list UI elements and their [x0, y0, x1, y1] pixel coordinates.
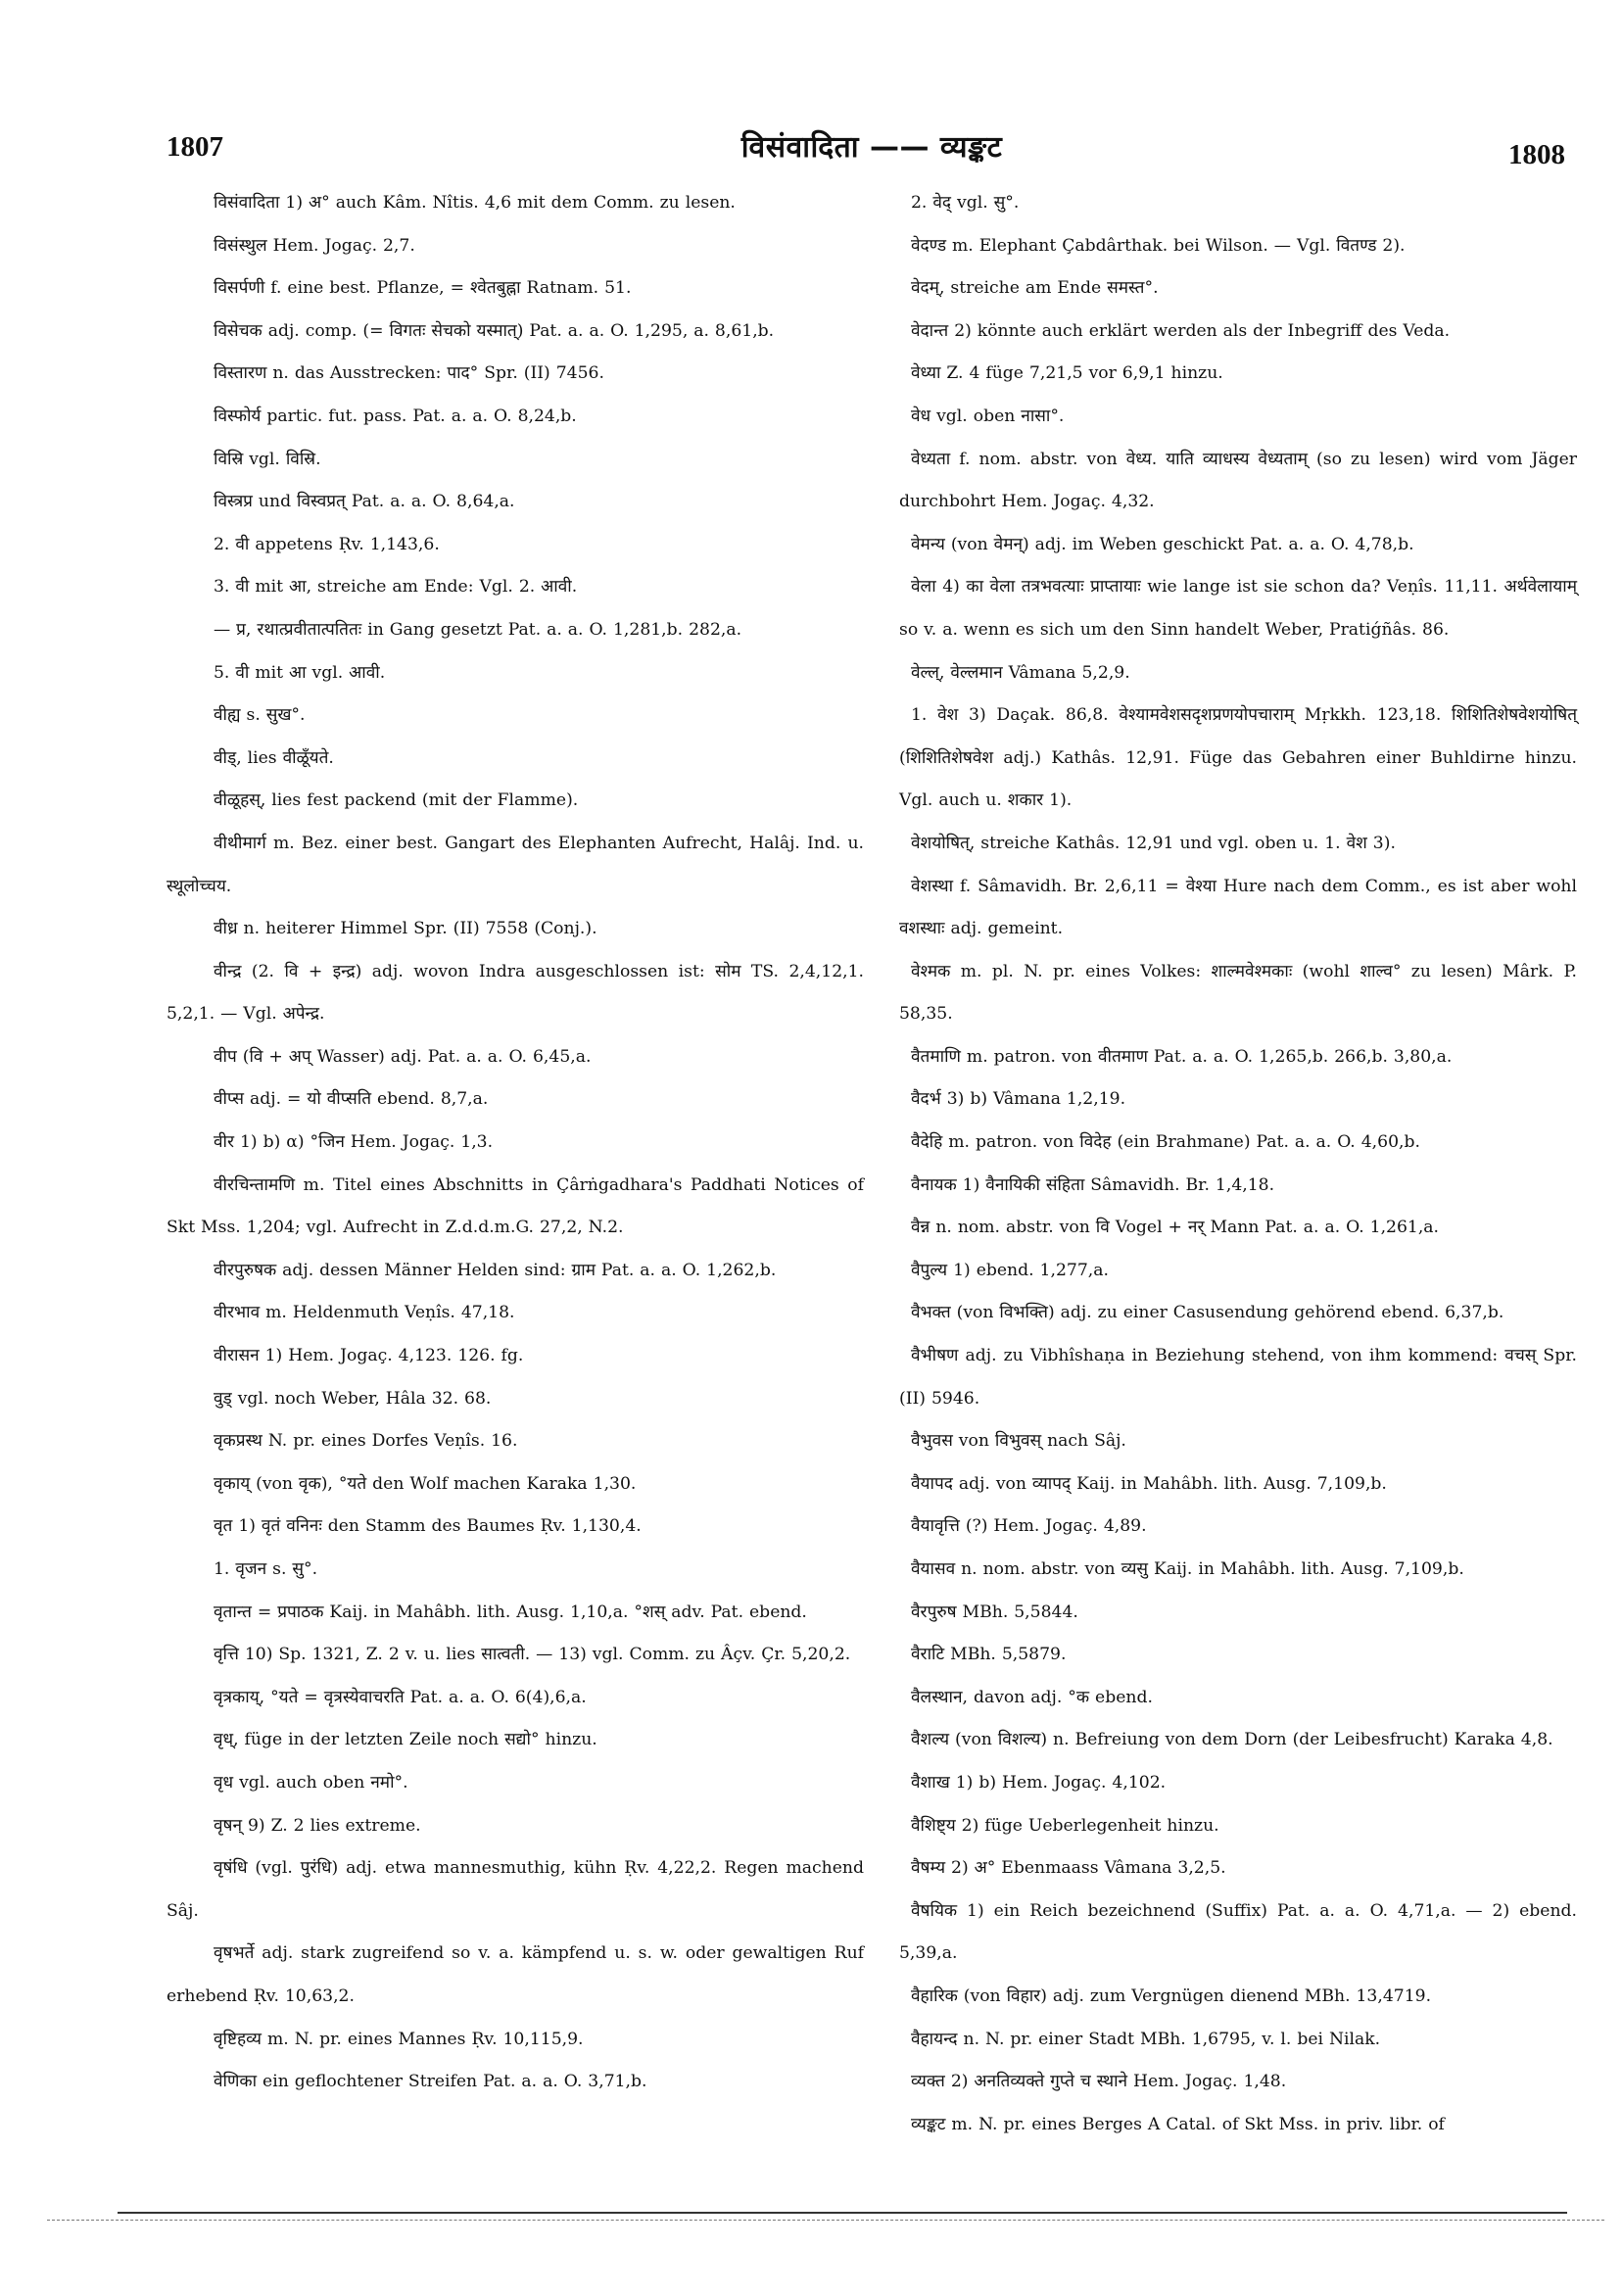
dictionary-entry: विसेचक adj. comp. (= विगतः सेचको यस्मात्) Pat. a. a. O. 1,295, a. 8,61,b. — [214, 320, 775, 341]
dictionary-entry: वैयासव n. nom. abstr. von व्यसु Kaij. in Mahâbh. lith. Ausg. 7,109,b. — [911, 1559, 1464, 1579]
dictionary-entry: — प्र, रथात्प्रवीतात्पतितः in Gang gesetzt Pat. a. a. O. 1,281,b. 282,a. — [214, 619, 742, 640]
dictionary-entry: विसंस्थुल Hem. Jogaç. 2,7. — [214, 235, 415, 256]
dictionary-entry: वीप (वि + अप् Wasser) adj. Pat. a. a. O. 6,45,a. — [214, 1046, 592, 1067]
dictionary-entry: वेदण्ड m. Elephant Çabdârthak. bei Wilson. — Vgl. वितण्ड 2). — [911, 235, 1406, 256]
dictionary-entry: वैहायन्द n. N. pr. einer Stadt MBh. 1,6795, v. l. bei Nilak. — [911, 2029, 1381, 2049]
dictionary-entry: वृषंधि (vgl. पुरंधि) adj. etwa mannesmuthig, kühn Ṛv. 4,22,2. Regen machend Sâj. — [167, 1858, 864, 1921]
dictionary-entry: वैभीषण adj. zu Vibhîshaṇa in Beziehung stehend, von ihm kommend: वचस् Spr. (II) 5946. — [899, 1346, 1577, 1409]
dictionary-entry: वेणिका ein geflochtener Streifen Pat. a. a. O. 3,71,b. — [214, 2072, 647, 2092]
dictionary-entry: विस्त्रप्र und विस्वप्रत् Pat. a. a. O. 8,64,a. — [214, 492, 515, 512]
dictionary-entry: वीळूहस्, lies fest packend (mit der Flamme). — [214, 790, 579, 811]
dictionary-entry: वैरपुरुष MBh. 5,5844. — [911, 1602, 1078, 1622]
dictionary-entry: वेशस्था f. Sâmavidh. Br. 2,6,11 = वेश्या Hure nach dem Comm., es ist aber wohl वशस्थाः adj. gemeint. — [899, 876, 1577, 939]
dictionary-entry: 1. वृजन s. सु°. — [214, 1559, 318, 1579]
dictionary-entry: वीड्, lies वीळूँयते. — [214, 747, 334, 768]
dictionary-entry: विस्फोर्य partic. fut. pass. Pat. a. a. O. 8,24,b. — [214, 406, 577, 426]
dictionary-entry: वृत 1) वृतं वनिनः den Stamm des Baumes Ṛv. 1,130,4. — [214, 1516, 642, 1537]
dictionary-entry: विस्रि vgl. विस्रि. — [214, 449, 321, 469]
dictionary-entry: 5. वी mit आ vgl. आवी. — [214, 662, 386, 683]
dictionary-entry: वृत्रकाय्, °यते = वृत्रस्येवाचरति Pat. a. a. O. 6(4),6,a. — [214, 1687, 587, 1707]
dictionary-entry: वैशाख 1) b) Hem. Jogaç. 4,102. — [911, 1772, 1167, 1793]
dictionary-entry: व्यङ्कट m. N. pr. eines Berges A Catal. of Skt Mss. in priv. libr. of — [911, 2114, 1445, 2134]
dictionary-entry: वेध्या Z. 4 füge 7,21,5 vor 6,9,1 hinzu. — [911, 363, 1223, 384]
dictionary-entry: वेदान्त 2) könnte auch erklärt werden als der Inbegriff des Veda. — [911, 320, 1451, 341]
dictionary-entry: वीप्स adj. = यो वीप्सति ebend. 8,7,a. — [214, 1089, 489, 1110]
dictionary-entry: वुड् vgl. noch Weber, Hâla 32. 68. — [214, 1388, 492, 1409]
footer-rule-dashed — [47, 2220, 1604, 2221]
running-head: विसंवादिता —— व्यङ्कट — [740, 130, 1003, 165]
right-page-number: 1808 — [1508, 139, 1565, 170]
dictionary-entry: वैनायक 1) वैनायिकी संहिता Sâmavidh. Br. 1,4,18. — [911, 1174, 1275, 1195]
dictionary-entry: वैयावृत्ति (?) Hem. Jogaç. 4,89. — [911, 1516, 1147, 1537]
dictionary-entry: वृध vgl. auch oben नमो°. — [214, 1772, 408, 1793]
dictionary-entry: वृत्ति 10) Sp. 1321, Z. 2 v. u. lies सात्वती. — 13) vgl. Comm. zu Âçv. Çr. 5,20,2. — [214, 1645, 851, 1665]
dictionary-entry: वैदर्भ 3) b) Vâmana 1,2,19. — [911, 1089, 1126, 1110]
dictionary-entry: वीरासन 1) Hem. Jogaç. 4,123. 126. fg. — [214, 1346, 524, 1366]
dictionary-entry: वेध्यता f. nom. abstr. von वेध्य. याति व्याधस्य वेध्यताम् (so zu lesen) wird vom Jäger durchbohrt Hem. Jogaç. 4,32. — [899, 449, 1577, 512]
dictionary-entry: वीरपुरुषक adj. dessen Männer Helden sind: ग्राम Pat. a. a. O. 1,262,b. — [214, 1260, 777, 1280]
dictionary-entry: वृतान्त = प्रपाठक Kaij. in Mahâbh. lith. Ausg. 1,10,a. °शस् adv. Pat. ebend. — [214, 1602, 807, 1622]
dictionary-entry: वीरचिन्तामणि m. Titel eines Abschnitts in Çârṅgadhara's Paddhati Notices of Skt Mss. 1,204; vgl. Aufrecht in Z.d.d.m.G. 27,2, N.2. — [167, 1174, 864, 1238]
dictionary-entry: वीथीमार्ग m. Bez. einer best. Gangart des Elephanten Aufrecht, Halâj. Ind. u. स्थूलोच्चय. — [167, 833, 864, 896]
dictionary-entry: वेला 4) का वेला तत्रभवत्याः प्राप्तायाः wie lange ist sie schon da? Veṇîs. 11,11. अर्थवेलायाम् so v. a. wenn es sich um den Sinn handelt Weber, Pratiǵñâs. 86. — [899, 577, 1577, 640]
dictionary-entry: वेदम्, streiche am Ende समस्त°. — [911, 278, 1159, 299]
dictionary-entry: विसर्पणी f. eine best. Pflanze, = श्वेतबुह्ना Ratnam. 51. — [214, 278, 632, 299]
footer-rule — [118, 2212, 1567, 2214]
dictionary-entry: वैषयिक 1) ein Reich bezeichnend (Suffix) Pat. a. a. O. 4,71,a. — 2) ebend. 5,39,a. — [899, 1900, 1577, 1964]
dictionary-entry: वृषभर्ते adj. stark zugreifend so v. a. kämpfend u. s. w. oder gewaltigen Ruf erhebend Ṛv. 10,63,2. — [167, 1943, 864, 2006]
dictionary-entry: व्यक्त 2) अनतिव्यक्ते गुप्ते च स्थाने Hem. Jogaç. 1,48. — [911, 2072, 1287, 2092]
dictionary-entry: वैयापद adj. von व्यापद् Kaij. in Mahâbh. lith. Ausg. 7,109,b. — [911, 1473, 1387, 1494]
dictionary-entry: वृध्, füge in der letzten Zeile noch सद्यो° hinzu. — [214, 1730, 597, 1750]
dictionary-entry: वृषन् 9) Z. 2 lies extreme. — [214, 1815, 421, 1836]
dictionary-entry: 2. वेद् vgl. सु°. — [911, 193, 1020, 213]
dictionary-entry: वृकप्रस्थ N. pr. eines Dorfes Veṇîs. 16. — [214, 1431, 518, 1452]
dictionary-entry: वृष्टिहव्य m. N. pr. eines Mannes Ṛv. 10,115,9. — [214, 2029, 584, 2049]
dictionary-entry: वैलस्थान, davon adj. °क ebend. — [911, 1687, 1153, 1707]
dictionary-entry: वैषम्य 2) अ° Ebenmaass Vâmana 3,2,5. — [911, 1858, 1226, 1879]
dictionary-entry: वैतमाणि m. patron. von वीतमाण Pat. a. a. O. 1,265,b. 266,b. 3,80,a. — [911, 1046, 1453, 1067]
left-column — [167, 182, 864, 2104]
dictionary-entry: वैराटि MBh. 5,5879. — [911, 1645, 1067, 1665]
left-page-number: 1807 — [167, 131, 223, 163]
dictionary-entry: वैशिष्ट्य 2) füge Ueberlegenheit hinzu. — [911, 1815, 1219, 1836]
dictionary-entry: 2. वी appetens Ṛv. 1,143,6. — [214, 534, 440, 554]
dictionary-entry: वैन्न n. nom. abstr. von वि Vogel + नर् Mann Pat. a. a. O. 1,261,a. — [911, 1218, 1440, 1238]
dictionary-entry: वेल्ल्, वेल्लमान Vâmana 5,2,9. — [911, 662, 1130, 683]
dictionary-entry: विसंवादिता 1) अ° auch Kâm. Nîtis. 4,6 mit dem Comm. zu lesen. — [214, 193, 736, 213]
dictionary-entry: वृकाय् (von वृक), °यते den Wolf machen Karaka 1,30. — [214, 1473, 637, 1494]
page-header — [167, 125, 1577, 174]
dictionary-entry: वैदेहि m. patron. von विदेह (ein Brahmane) Pat. a. a. O. 4,60,b. — [911, 1132, 1420, 1153]
dictionary-entry: वेश्मक m. pl. N. pr. eines Volkes: शाल्मवेश्मकाः (wohl शाल्व° zu lesen) Mârk. P. 58,35. — [899, 961, 1577, 1025]
dictionary-entry: वैपुल्य 1) ebend. 1,277,a. — [911, 1260, 1109, 1280]
dictionary-entry: वेध vgl. oben नासा°. — [911, 406, 1065, 426]
dictionary-entry: वीह्य s. सुख°. — [214, 705, 306, 726]
dictionary-entry: 3. वी mit आ, streiche am Ende: Vgl. 2. आवी. — [214, 577, 578, 598]
dictionary-entry: वीरभाव m. Heldenmuth Veṇîs. 47,18. — [214, 1303, 515, 1323]
dictionary-entry: वैशल्य (von विशल्य) n. Befreiung von dem Dorn (der Leibesfrucht) Karaka 4,8. — [911, 1730, 1553, 1750]
dictionary-entry: वैभक्त (von विभक्ति) adj. zu einer Casusendung gehörend ebend. 6,37,b. — [911, 1303, 1504, 1323]
dictionary-entry: वीन्द्र (2. वि + इन्द्र) adj. wovon Indra ausgeschlossen ist: सोम TS. 2,4,12,1. 5,2,1. — Vgl. अपेन्द्र. — [167, 961, 864, 1025]
dictionary-entry: वीध्र n. heiterer Himmel Spr. (II) 7558 (Conj.). — [214, 919, 597, 939]
dictionary-entry: वैहारिक (von विहार) adj. zum Vergnügen dienend MBh. 13,4719. — [911, 1985, 1432, 2006]
dictionary-entry: वीर 1) b) α) °जिन Hem. Jogaç. 1,3. — [214, 1132, 494, 1153]
dictionary-entry: वेमन्य (von वेमन्) adj. im Weben geschickt Pat. a. a. O. 4,78,b. — [911, 534, 1414, 554]
right-column — [899, 182, 1577, 2146]
dictionary-entry: 1. वेश 3) Daçak. 86,8. वेश्यामवेशसदृशप्रणयोपचाराम् Mṛkkh. 123,18. शिशितिशेषवेशयोषित् (शिशितिशेषवेश adj.) Kathâs. 12,91. Füge das Gebahren einer Buhldirne hinzu. Vgl. auch u. शकार 1). — [899, 705, 1577, 811]
dictionary-entry: वैभुवस von विभुवस् nach Sâj. — [911, 1431, 1126, 1452]
dictionary-entry: वेशयोषित्, streiche Kathâs. 12,91 und vgl. oben u. 1. वेश 3). — [911, 833, 1396, 853]
dictionary-entry: विस्तारण n. das Ausstrecken: पाद° Spr. (II) 7456. — [214, 363, 604, 384]
